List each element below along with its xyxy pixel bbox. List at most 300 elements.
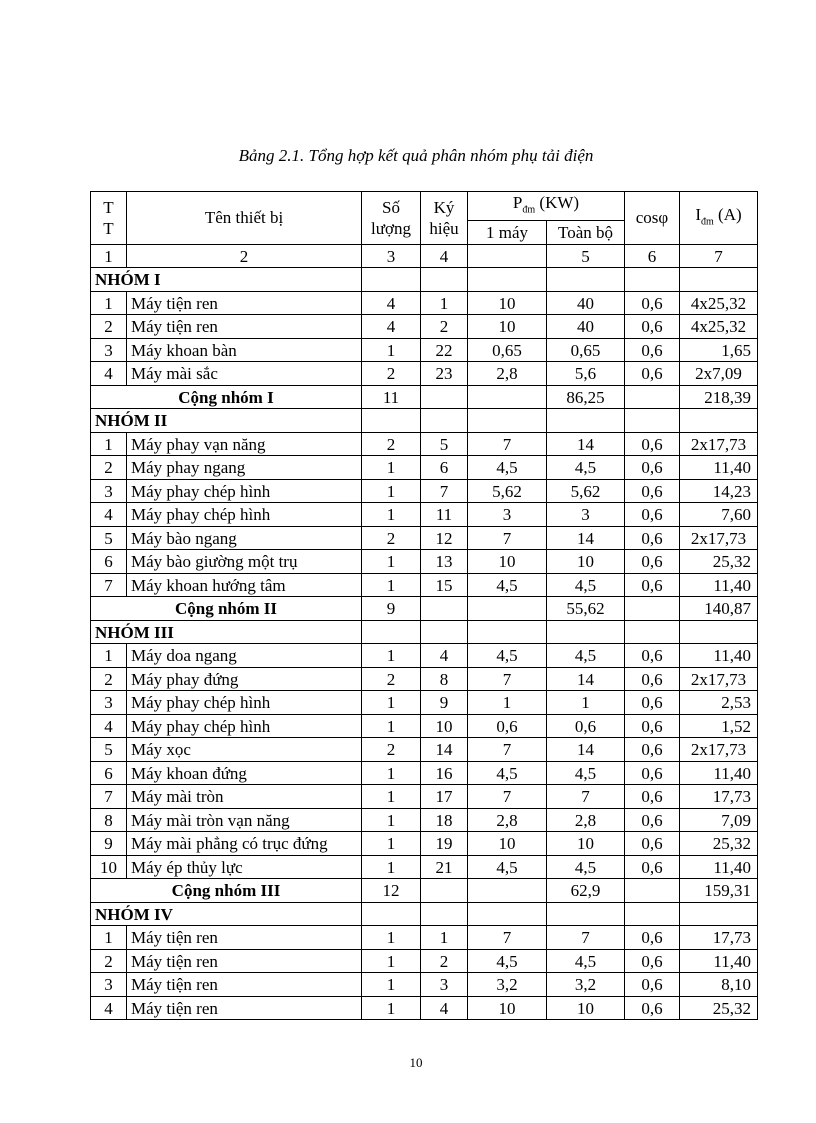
group-total-cell: 218,39	[680, 385, 758, 409]
table-cell: 1	[362, 808, 421, 832]
table-cell: 0,65	[468, 338, 547, 362]
table-row	[91, 808, 758, 832]
table-cell: 3,2	[547, 973, 625, 997]
empty-cell	[680, 268, 758, 292]
empty-cell	[625, 268, 680, 292]
group-title: NHÓM III	[91, 620, 362, 644]
table-cell: 4	[362, 291, 421, 315]
table-cell: 2,8	[468, 362, 547, 386]
group-total-label: Cộng nhóm III	[91, 879, 362, 903]
table-cell: 4,5	[547, 761, 625, 785]
table-cell: Máy phay đứng	[127, 667, 362, 691]
table-cell: 1	[421, 291, 468, 315]
table-cell: Máy khoan hướng tâm	[127, 573, 362, 597]
table-cell: 14	[547, 526, 625, 550]
table-cell: 2,8	[468, 808, 547, 832]
header-tt-top: T	[103, 197, 114, 217]
table-cell: 7	[547, 926, 625, 950]
table-cell: 10	[468, 996, 547, 1020]
table-cell: 0,6	[625, 432, 680, 456]
table-cell: 7,60	[680, 503, 758, 527]
table-cell: 4	[421, 996, 468, 1020]
table-cell: 3	[547, 503, 625, 527]
table-cell: 25,32	[680, 832, 758, 856]
page-number: 10	[409, 1055, 423, 1070]
table-cell: 4,5	[547, 949, 625, 973]
table-cell: 7	[468, 432, 547, 456]
table-cell: 9	[421, 691, 468, 715]
table-row	[91, 338, 758, 362]
table-cell: 10	[468, 550, 547, 574]
group-total-cell	[468, 597, 547, 621]
empty-cell	[421, 620, 468, 644]
table-cell: 8,10	[680, 973, 758, 997]
table-row	[91, 667, 758, 691]
table-cell: 14,23	[680, 479, 758, 503]
table-row	[91, 832, 758, 856]
table-cell: 3	[91, 973, 127, 997]
table-cell: 1	[362, 973, 421, 997]
table-cell: 0,6	[625, 855, 680, 879]
table-cell: Máy tiện ren	[127, 291, 362, 315]
table-cell: 3	[468, 503, 547, 527]
table-cell: 18	[421, 808, 468, 832]
table-cell: 2x17,73	[680, 432, 758, 456]
table-cell: 25,32	[680, 996, 758, 1020]
group-total-cell: 62,9	[547, 879, 625, 903]
group-total-cell	[468, 879, 547, 903]
table-cell: 0,6	[625, 291, 680, 315]
table-cell: 40	[547, 291, 625, 315]
header-power-sub: đm	[522, 204, 536, 216]
header-sym-top: Ký	[433, 197, 455, 217]
group-header-row	[91, 902, 758, 926]
group-total-cell: 86,25	[547, 385, 625, 409]
table-cell: 40	[547, 315, 625, 339]
table-cell: 7	[547, 785, 625, 809]
table-cell: 1	[362, 855, 421, 879]
table-row	[91, 550, 758, 574]
table-cell: Máy phay ngang	[127, 456, 362, 480]
table-cell: 8	[91, 808, 127, 832]
group-total-cell: 55,62	[547, 597, 625, 621]
table-row	[91, 291, 758, 315]
table-cell: 4,5	[468, 644, 547, 668]
table-cell: 0,6	[468, 714, 547, 738]
table-cell: 2	[91, 315, 127, 339]
table-cell: 10	[468, 832, 547, 856]
column-number-cell: 5	[547, 244, 625, 268]
table-row	[91, 691, 758, 715]
table-body	[91, 192, 758, 1020]
table-cell: 0,6	[625, 667, 680, 691]
table-cell: 8	[421, 667, 468, 691]
table-cell: Máy bào giường một trụ	[127, 550, 362, 574]
group-total-row	[91, 597, 758, 621]
header-tt-bottom: T	[103, 218, 114, 238]
table-cell: 4	[91, 996, 127, 1020]
header-cos: cosφ	[625, 192, 680, 245]
table-cell: 1,52	[680, 714, 758, 738]
table-cell: 12	[421, 526, 468, 550]
table-cell: 25,32	[680, 550, 758, 574]
group-header-row	[91, 409, 758, 433]
table-cell: 10	[547, 832, 625, 856]
table-cell: 14	[547, 432, 625, 456]
group-title: NHÓM I	[91, 268, 362, 292]
table-cell: 1	[468, 691, 547, 715]
empty-cell	[680, 409, 758, 433]
header-power-unit: (KW)	[535, 193, 580, 212]
table-cell: 7	[421, 479, 468, 503]
table-cell: 0,65	[547, 338, 625, 362]
table-cell: 2	[362, 738, 421, 762]
table-cell: Máy ép thủy lực	[127, 855, 362, 879]
table-row	[91, 644, 758, 668]
empty-cell	[680, 902, 758, 926]
group-total-cell	[421, 879, 468, 903]
table-cell: 0,6	[625, 691, 680, 715]
table-cell: 1	[362, 479, 421, 503]
table-row	[91, 973, 758, 997]
table-cell: Máy tiện ren	[127, 315, 362, 339]
table-cell: 1	[362, 338, 421, 362]
header-current-unit: (A)	[713, 204, 742, 224]
table-row	[91, 926, 758, 950]
table-cell: 11,40	[680, 573, 758, 597]
header-current	[680, 192, 758, 245]
empty-cell	[625, 620, 680, 644]
empty-cell	[680, 620, 758, 644]
table-cell: 4	[91, 714, 127, 738]
table-cell: 1	[421, 926, 468, 950]
table-cell: 5,62	[468, 479, 547, 503]
header-qty-bottom: lượng	[371, 218, 411, 238]
table-cell: Máy phay chép hình	[127, 714, 362, 738]
table-row	[91, 738, 758, 762]
table-cell: 6	[91, 761, 127, 785]
table-cell: 9	[91, 832, 127, 856]
empty-cell	[468, 620, 547, 644]
header-power	[468, 192, 625, 221]
table-cell: 14	[547, 738, 625, 762]
header-name: Tên thiết bị	[127, 192, 362, 245]
table-cell: 0,6	[625, 573, 680, 597]
column-number-cell: 4	[421, 244, 468, 268]
column-number-cell	[468, 244, 547, 268]
table-cell: 4,5	[547, 644, 625, 668]
table-row	[91, 855, 758, 879]
table-cell: Máy tiện ren	[127, 973, 362, 997]
group-total-cell	[421, 597, 468, 621]
table-cell: 7	[468, 526, 547, 550]
column-number-cell: 1	[91, 244, 127, 268]
table-cell: 7,09	[680, 808, 758, 832]
table-cell: 1	[547, 691, 625, 715]
group-total-cell	[468, 385, 547, 409]
table-cell: Máy phay chép hình	[127, 691, 362, 715]
header-power-symbol: P	[512, 193, 523, 212]
table-cell: 1	[362, 996, 421, 1020]
table-cell: 7	[468, 667, 547, 691]
table-caption: Bảng 2.1. Tổng hợp kết quả phân nhóm phụ tải điện	[238, 146, 594, 165]
table-cell: 2x7,09	[680, 362, 758, 386]
table-cell: Máy khoan đứng	[127, 761, 362, 785]
column-number-cell: 6	[625, 244, 680, 268]
header-qty	[362, 192, 421, 245]
table-cell: 10	[468, 315, 547, 339]
table-cell: 5	[91, 526, 127, 550]
table-cell: Máy mài phẳng có trục đứng	[127, 832, 362, 856]
table-cell: 1	[362, 761, 421, 785]
table-cell: 3	[421, 973, 468, 997]
table-cell: 3	[91, 338, 127, 362]
table-cell: 2	[362, 667, 421, 691]
table-cell: 2	[421, 949, 468, 973]
header-current-symbol: I	[695, 204, 702, 224]
table-cell: Máy phay chép hình	[127, 479, 362, 503]
table-cell: 0,6	[625, 738, 680, 762]
table-cell: 0,6	[625, 949, 680, 973]
table-cell: 5,62	[547, 479, 625, 503]
table-row	[91, 456, 758, 480]
table-cell: 0,6	[625, 550, 680, 574]
table-row	[91, 996, 758, 1020]
table-cell: 10	[468, 291, 547, 315]
table-cell: 0,6	[625, 808, 680, 832]
table-cell: 0,6	[625, 526, 680, 550]
table-cell: 4,5	[468, 456, 547, 480]
empty-cell	[421, 902, 468, 926]
header-power-total: Toàn bộ	[547, 221, 625, 245]
table-cell: 4,5	[547, 855, 625, 879]
empty-cell	[362, 409, 421, 433]
table-cell: 0,6	[625, 832, 680, 856]
table-cell: 2	[91, 667, 127, 691]
column-number-cell: 3	[362, 244, 421, 268]
table-cell: Máy mài tròn	[127, 785, 362, 809]
table-cell: Máy mài tròn vạn năng	[127, 808, 362, 832]
table-cell: 1	[362, 691, 421, 715]
table-cell: 11,40	[680, 761, 758, 785]
table-cell: 1,65	[680, 338, 758, 362]
table-cell: 5,6	[547, 362, 625, 386]
table-cell: 11	[421, 503, 468, 527]
table-cell: 1	[362, 573, 421, 597]
table-cell: 0,6	[625, 315, 680, 339]
group-total-cell: 140,87	[680, 597, 758, 621]
table-cell: 2x17,73	[680, 667, 758, 691]
table-cell: 1	[91, 644, 127, 668]
table-cell: 6	[91, 550, 127, 574]
table-cell: 11,40	[680, 949, 758, 973]
table-cell: 4x25,32	[680, 291, 758, 315]
table-cell: 0,6	[625, 926, 680, 950]
group-title: NHÓM IV	[91, 902, 362, 926]
header-power-one: 1 máy	[468, 221, 547, 245]
table-row	[91, 362, 758, 386]
group-header-row	[91, 268, 758, 292]
table-cell: 4,5	[547, 573, 625, 597]
column-number-cell: 7	[680, 244, 758, 268]
table-cell: 10	[547, 550, 625, 574]
table-row	[91, 479, 758, 503]
header-row-1	[91, 192, 758, 221]
table-cell: 23	[421, 362, 468, 386]
table-cell: 1	[362, 503, 421, 527]
group-total-label: Cộng nhóm I	[91, 385, 362, 409]
group-total-cell	[625, 385, 680, 409]
table-cell: 15	[421, 573, 468, 597]
table-cell: 14	[421, 738, 468, 762]
table-cell: 4,5	[468, 855, 547, 879]
table-cell: 2	[91, 456, 127, 480]
table-cell: 1	[362, 926, 421, 950]
table-cell: Máy mài sắc	[127, 362, 362, 386]
group-total-row	[91, 385, 758, 409]
table-row	[91, 526, 758, 550]
table-cell: 10	[547, 996, 625, 1020]
empty-cell	[468, 268, 547, 292]
group-total-label: Cộng nhóm II	[91, 597, 362, 621]
table-cell: 3	[91, 691, 127, 715]
table-row	[91, 315, 758, 339]
table-cell: 2	[91, 949, 127, 973]
table-cell: 10	[91, 855, 127, 879]
table-cell: 1	[362, 644, 421, 668]
group-total-cell: 159,31	[680, 879, 758, 903]
table-cell: 2	[362, 526, 421, 550]
header-current-sub: đm	[701, 216, 714, 228]
table-cell: 7	[91, 785, 127, 809]
table-cell: 10	[421, 714, 468, 738]
table-cell: 21	[421, 855, 468, 879]
table-cell: 1	[91, 291, 127, 315]
table-cell: 1	[362, 949, 421, 973]
table-cell: 0,6	[625, 362, 680, 386]
empty-cell	[421, 268, 468, 292]
table-cell: 17,73	[680, 926, 758, 950]
table-cell: 0,6	[547, 714, 625, 738]
table-cell: 7	[468, 785, 547, 809]
table-cell: 0,6	[625, 973, 680, 997]
table-cell: 0,6	[625, 338, 680, 362]
table-cell: 1	[362, 456, 421, 480]
table-cell: 1	[362, 714, 421, 738]
table-cell: Máy khoan bàn	[127, 338, 362, 362]
table-cell: 16	[421, 761, 468, 785]
table-cell: 1	[362, 832, 421, 856]
group-total-cell: 9	[362, 597, 421, 621]
table-cell: 0,6	[625, 479, 680, 503]
table-cell: 4,5	[468, 761, 547, 785]
table-cell: 6	[421, 456, 468, 480]
table-cell: Máy tiện ren	[127, 949, 362, 973]
table-cell: 11,40	[680, 456, 758, 480]
column-number-row	[91, 244, 758, 268]
table-cell: Máy bào ngang	[127, 526, 362, 550]
table-cell: 7	[468, 926, 547, 950]
table-cell: 2x17,73	[680, 526, 758, 550]
table-cell: 2,8	[547, 808, 625, 832]
empty-cell	[362, 620, 421, 644]
table-cell: 7	[468, 738, 547, 762]
table-cell: 0,6	[625, 785, 680, 809]
group-title: NHÓM II	[91, 409, 362, 433]
table-cell: 3	[91, 479, 127, 503]
header-tt	[91, 192, 127, 245]
table-cell: Máy phay chép hình	[127, 503, 362, 527]
table-cell: 1	[362, 550, 421, 574]
table-cell: Máy xọc	[127, 738, 362, 762]
empty-cell	[547, 620, 625, 644]
table-cell: 0,6	[625, 644, 680, 668]
empty-cell	[625, 409, 680, 433]
table-cell: Máy tiện ren	[127, 996, 362, 1020]
table-cell: 11,40	[680, 855, 758, 879]
table-cell: 0,6	[625, 761, 680, 785]
table-cell: 4,5	[547, 456, 625, 480]
empty-cell	[362, 268, 421, 292]
table-cell: 4,5	[468, 573, 547, 597]
table-cell: 0,6	[625, 996, 680, 1020]
table-cell: 1	[362, 785, 421, 809]
load-group-table	[90, 191, 758, 1020]
table-cell: 2	[362, 432, 421, 456]
header-sym-bottom: hiệu	[429, 218, 459, 238]
empty-cell	[421, 409, 468, 433]
column-number-cell: 2	[127, 244, 362, 268]
table-cell: 4,5	[468, 949, 547, 973]
group-total-cell	[421, 385, 468, 409]
table-row	[91, 503, 758, 527]
empty-cell	[625, 902, 680, 926]
table-cell: Máy tiện ren	[127, 926, 362, 950]
table-cell: 0,6	[625, 456, 680, 480]
empty-cell	[547, 409, 625, 433]
empty-cell	[468, 409, 547, 433]
empty-cell	[468, 902, 547, 926]
table-cell: 11,40	[680, 644, 758, 668]
group-total-row	[91, 879, 758, 903]
table-cell: Máy doa ngang	[127, 644, 362, 668]
table-cell: 2	[421, 315, 468, 339]
table-cell: 14	[547, 667, 625, 691]
table-row	[91, 785, 758, 809]
group-header-row	[91, 620, 758, 644]
group-total-cell: 11	[362, 385, 421, 409]
table-cell: 0,6	[625, 714, 680, 738]
group-total-cell	[625, 597, 680, 621]
empty-cell	[362, 902, 421, 926]
header-symbol	[421, 192, 468, 245]
table-cell: 4	[91, 503, 127, 527]
table-row	[91, 432, 758, 456]
table-cell: 5	[421, 432, 468, 456]
table-row	[91, 714, 758, 738]
table-cell: 2	[362, 362, 421, 386]
empty-cell	[547, 268, 625, 292]
table-row	[91, 949, 758, 973]
empty-cell	[547, 902, 625, 926]
table-cell: 1	[91, 926, 127, 950]
table-cell: 13	[421, 550, 468, 574]
group-total-cell: 12	[362, 879, 421, 903]
table-cell: Máy phay vạn năng	[127, 432, 362, 456]
table-cell: 4	[362, 315, 421, 339]
header-qty-top: Số	[382, 197, 400, 217]
table-cell: 2,53	[680, 691, 758, 715]
